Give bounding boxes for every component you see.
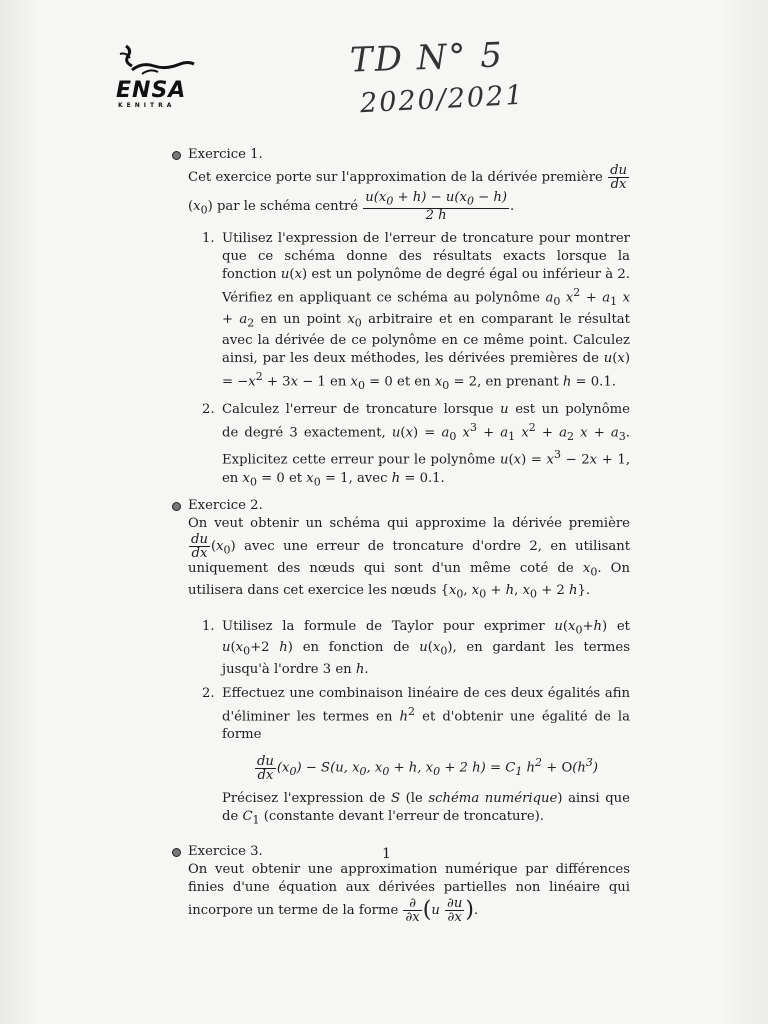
bullet-icon bbox=[172, 151, 181, 160]
item-text: arbitraire et en comparant le résultat avec la dérivée de ce polynôme en ce même point. Calculez ainsi, par les deux méthodes, les dérivées premières de bbox=[222, 311, 630, 367]
item-number: 2. bbox=[202, 402, 215, 418]
intro-text: avec une erreur de troncature d'ordre 2, en utilisant uniquement des nœuds qui sont d'un même coté de bbox=[188, 539, 630, 577]
exercise-heading bbox=[170, 843, 630, 861]
item-text: Calculez l'erreur de troncature lorsque bbox=[222, 402, 494, 418]
intro-text: On veut obtenir une approximation numérique par différences finies d'une équation aux dérivées partielles non linéaire qui incorpore un terme de la forme bbox=[188, 862, 630, 919]
item-text: , en bbox=[222, 452, 631, 486]
item-number: 1. bbox=[202, 230, 215, 246]
ensa-logo bbox=[112, 40, 212, 110]
item-text: (le bbox=[405, 790, 423, 806]
item-text: ) ainsi que de bbox=[222, 790, 630, 824]
item-number: 1. bbox=[202, 618, 215, 634]
bullet-icon bbox=[172, 502, 181, 511]
formula-centered-scheme: $\frac{u(x_0 + h) - u(x_0 - h)}{2 h}$ bbox=[365, 190, 508, 223]
list-item: 2. Calculez l'erreur de troncature lorsque u est un polynôme de degré 3 exactement, $u(x) = a_0$ $x^3 + a_1$ $x^2 + a_2$ $x + a_3$. Explicitez cette erreur pour le polynôme $u(x) = x^3 - 2x + 1$, en $x_0 = 0$ et $x_0 = 1$, avec h = 0.1. bbox=[202, 402, 631, 489]
item-text: , en prenant bbox=[477, 374, 559, 390]
item-text: et d'obtenir une égalité de la forme bbox=[222, 709, 630, 743]
exercise-title: Exercice 1. bbox=[188, 147, 263, 162]
document-body bbox=[170, 146, 630, 924]
exercise-intro: Cet exercice porte sur l'approximation de la dérivée première $\frac{du}{dx}$ $(x_0)$ par le schéma centré $\frac{u(x_0 + h) - u(x_0 - h)}{2 h}$ . bbox=[188, 163, 627, 223]
item-text: et bbox=[288, 470, 303, 486]
exercise-1 bbox=[170, 146, 630, 491]
list-item: 2. Effectuez une combinaison linéaire de ces deux égalités afin d'éliminer les termes en $h^2$ et d'obtenir une égalité de la forme $\frac{du}{dx}$ $(x_0) - S(u$, $x_0$, $x_0 + h$, $x_0 + 2$ $h) = C_1$ $h^2 + O(h^3)$ Précisez l'expression de S (le schéma numérique) ainsi que de $C_1$ (constante devant l'erreur de troncature). bbox=[202, 685, 630, 827]
handwritten-title: TD N° 5 bbox=[349, 35, 505, 81]
logo-emblem-icon bbox=[112, 40, 212, 80]
intro-text: . On utilisera dans cet exercice les nœuds bbox=[188, 561, 630, 599]
formula-scheme-equation: $\frac{du}{dx}$ $(x_0) - S(u$, $x_0$, $x_0 + h$, $x_0 + 2$ $h) = C_1$ $h^2 + O(h^3)$ bbox=[256, 753, 599, 783]
item-text: en un point bbox=[260, 311, 341, 327]
item-text: (constante devant l'erreur de troncature). bbox=[263, 808, 544, 824]
item-text: en fonction de bbox=[302, 640, 410, 656]
item-text: et bbox=[616, 618, 630, 634]
logo-subtitle: KENITRA bbox=[118, 102, 176, 109]
item-text: Effectuez une combinaison linéaire de ces deux égalités afin d'éliminer les termes en bbox=[222, 685, 630, 725]
item-text: est un polynôme de degré égal ou inférieur à 2. Vérifiez en appliquant ce schéma au polynôme bbox=[222, 266, 630, 306]
item-number: 2. bbox=[202, 685, 215, 701]
item-text: Utilisez l'expression de l'erreur de troncature pour montrer que ce schéma donne des résultats exacts lorsque la fonction bbox=[222, 230, 630, 282]
exercise-items bbox=[170, 230, 630, 492]
formula-du-dx: $\frac{du}{dx}$ bbox=[610, 163, 627, 192]
exercise-items bbox=[170, 618, 630, 830]
exercise-3 bbox=[170, 843, 630, 924]
item-text: et en bbox=[397, 374, 431, 390]
item-text: , en gardant les termes jusqu'à l'ordre 3 en bbox=[222, 640, 630, 677]
exercise-2 bbox=[170, 497, 630, 829]
item-text: . Explicitez cette erreur pour le polynôme bbox=[222, 425, 630, 468]
intro-text: par le schéma centré bbox=[216, 198, 359, 214]
exercise-heading bbox=[170, 146, 630, 164]
formula-partial-x: $\frac{\partial}{\partial x}$ bbox=[405, 896, 420, 926]
item-text: schéma numérique bbox=[428, 790, 558, 806]
bullet-icon bbox=[172, 848, 181, 857]
item-text: en bbox=[330, 374, 347, 390]
exercise-intro: On veut obtenir un schéma qui approxime la dérivée première $\frac{du}{dx}$ $(x_0)$ avec une erreur de troncature d'ordre 2, en utilisant uniquement des nœuds qui sont d'un même coté de $x_0$. On utilisera dans cet exercice les nœuds {$x_0$, $x_0 + h$, $x_0 + 2$ h}. bbox=[188, 516, 630, 601]
logo-text: ENSA bbox=[116, 78, 187, 103]
page-number: 1 bbox=[382, 846, 391, 862]
item-text: , avec bbox=[348, 470, 388, 486]
exercise-title: Exercice 3. bbox=[188, 844, 263, 860]
exercise-intro: On veut obtenir une approximation numérique par différences finies d'une équation aux dérivées partielles non linéaire qui incorpore un terme de la forme $\frac{\partial}{\partial x}$ (u $\frac{\partial u}{\partial x}$ ). bbox=[188, 862, 630, 926]
exercise-heading bbox=[170, 497, 630, 515]
exercise-title: Exercice 2. bbox=[188, 498, 263, 514]
item-text: Utilisez la formule de Taylor pour exprimer bbox=[222, 618, 545, 634]
list-item: 1. Utilisez l'expression de l'erreur de troncature pour montrer que ce schéma donne des résultats exacts lorsque la fonction u(x) est un polynôme de degré égal ou inférieur à 2. Vérifiez en appliquant ce schéma au polynôme $a_0$ $x^2 + a_1$ $x + a_2$ en un point $x_0$ arbitraire et en comparant le résultat avec la dérivée de ce polynôme en ce même point. Calculez ainsi, par les deux méthodes, les dérivées premières de $u(x) = -x^2 + 3x - 1$ en $x_0 = 0$ et en $x_0 = 2$, en prenant h = 0.1. bbox=[202, 230, 630, 393]
item-text: Précisez l'expression de bbox=[222, 790, 386, 806]
intro-text: On veut obtenir un schéma qui approxime la dérivée première bbox=[188, 516, 630, 532]
list-item: 1. Utilisez la formule de Taylor pour exprimer $u(x_0+h)$ et $u(x_0+2$ h) en fonction de $u(x_0)$, en gardant les termes jusqu'à l'ordre 3 en h. bbox=[202, 618, 630, 677]
handwritten-year: 2020/2021 bbox=[359, 79, 526, 120]
intro-text: Cet exercice porte sur l'approximation de la dérivée première bbox=[188, 170, 603, 185]
formula-du-dx: $\frac{du}{dx}$ bbox=[191, 532, 208, 562]
item-text: est un polynôme de degré 3 exactement, bbox=[222, 402, 630, 441]
